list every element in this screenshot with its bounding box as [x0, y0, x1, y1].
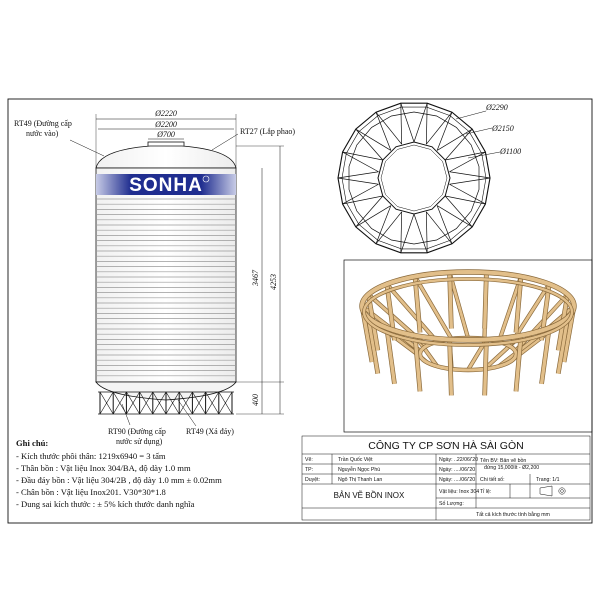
stand-spoke: [401, 103, 402, 144]
notes-heading: Ghi chú:: [16, 438, 49, 448]
dim-stand-height: 400: [251, 394, 260, 406]
role-label: Vẽ:: [305, 457, 313, 463]
stand-spoke: [414, 214, 427, 253]
stand-outer-ring: [338, 103, 490, 253]
note-item: - Kích thước phôi thân: 1219x6940 = 3 tấm: [16, 451, 166, 461]
callout-inlet-line2: nước vào): [26, 129, 59, 138]
dim-total-height: 4253: [269, 274, 278, 290]
notes-block: [16, 438, 222, 509]
dim-lid-diameter: Ø700: [157, 130, 175, 139]
stand-spoke: [449, 184, 485, 204]
drawing-title: BẢN VẼ BỒN INOX: [333, 491, 405, 500]
tank-elevation: [14, 109, 295, 446]
stand-3d-leg: [450, 339, 452, 395]
detail-number-label: Chi tiết số:: [480, 477, 505, 483]
dim-stand-middle: Ø2150: [492, 124, 514, 133]
callout-drain: RT49 (Xả đáy): [186, 427, 234, 436]
date-label: Ngày:: [439, 457, 453, 463]
dim-outer-diameter: Ø2220: [155, 109, 177, 118]
stand-top-view: [338, 103, 521, 253]
projection-symbol-icon: [540, 486, 565, 496]
drawing-name-line1: Tên BV: Bản vẽ bồn: [480, 458, 527, 464]
tank-stand-legs: [98, 392, 234, 414]
stand-middle-ring: [349, 112, 479, 244]
tank-top-dome: [96, 146, 236, 168]
brand-logo: SONHA: [129, 175, 203, 196]
stand-spoke: [449, 178, 490, 184]
stand-spoke: [426, 112, 452, 144]
date-value: ..../06/'20: [454, 477, 476, 483]
dim-stand-inner: Ø1100: [500, 147, 522, 156]
stand-spoke: [343, 184, 379, 204]
date-value: ..../06/'20: [454, 467, 476, 473]
company-name: CÔNG TY CP SƠN HÀ SÀI GÒN: [368, 440, 524, 452]
stand-spoke: [376, 212, 402, 244]
stand-spoke: [449, 152, 485, 172]
note-item: - Dung sai kích thước : ± 5% kích thước danh nghĩa: [16, 499, 195, 509]
stand-top-view-frame: [338, 103, 490, 253]
stand-3d-top-ring: [362, 272, 574, 340]
stand-spoke: [343, 152, 379, 172]
stand-inner-ring-inner: [381, 145, 447, 211]
stand-outer-ring-inner: [342, 107, 486, 249]
date-value: ..22/06/'20: [454, 457, 479, 463]
stand-spoke: [426, 212, 427, 253]
dim-body-diameter: Ø2200: [155, 120, 177, 129]
drawing-name-line2: đứng 15,000lít - Ø2,200: [484, 465, 540, 471]
note-item: - Chân bồn : Vật liệu Inox201. V30*30*1.8: [16, 487, 166, 497]
page-number: Trang: 1/1: [536, 477, 560, 483]
dim-body-height: 3467: [251, 270, 260, 286]
stand-3d-leg: [485, 339, 487, 395]
stand-inner-ring: [378, 142, 450, 214]
quantity-label: Số Lượng:: [439, 501, 464, 507]
stand-spoke: [401, 103, 414, 142]
role-label: Duyệt:: [305, 477, 320, 483]
stand-3d-view: [362, 272, 574, 395]
date-label: Ngày:: [439, 477, 453, 483]
dim-stand-outer: Ø2290: [486, 103, 508, 112]
stand-spoke: [449, 172, 490, 178]
callout-inlet-line1: RT49 (Đường cấp: [14, 119, 72, 128]
date-label: Ngày:: [439, 467, 453, 473]
callout-outlet-line1: RT90 (Đường cấp: [108, 427, 166, 436]
stand-spoke: [338, 178, 379, 184]
unit-note: Tất cả kích thước tính bằng mm: [476, 512, 550, 518]
callout-outlet-line2: nước sử dụng): [116, 437, 163, 446]
stand-spoke: [376, 112, 402, 144]
stand-spoke: [426, 103, 427, 144]
stand-spoke: [426, 212, 452, 244]
material: Vật liệu: Inox 304: [439, 489, 480, 495]
stand-spoke: [401, 214, 414, 253]
callout-float: RT27 (Lắp phao): [240, 127, 296, 136]
stand-spoke: [401, 212, 402, 253]
note-item: - Đầu đáy bồn : Vật liệu 304/2B , độ dày 1.0 mm ± 0.02mm: [16, 475, 222, 485]
scale-label: Tỉ lệ:: [480, 489, 492, 495]
drafter-name: Trần Quốc Việt: [338, 457, 373, 463]
role-label: TP:: [305, 467, 314, 473]
checker-name: Nguyễn Ngọc Phú: [338, 467, 381, 473]
stand-spoke: [338, 172, 379, 178]
approver-name: Ngô Thị Thanh Lan: [338, 477, 383, 483]
stand-spoke: [414, 103, 427, 142]
note-item: - Thân bồn : Vật liệu Inox 304/BA, độ dày 1.0 mm: [16, 463, 191, 473]
